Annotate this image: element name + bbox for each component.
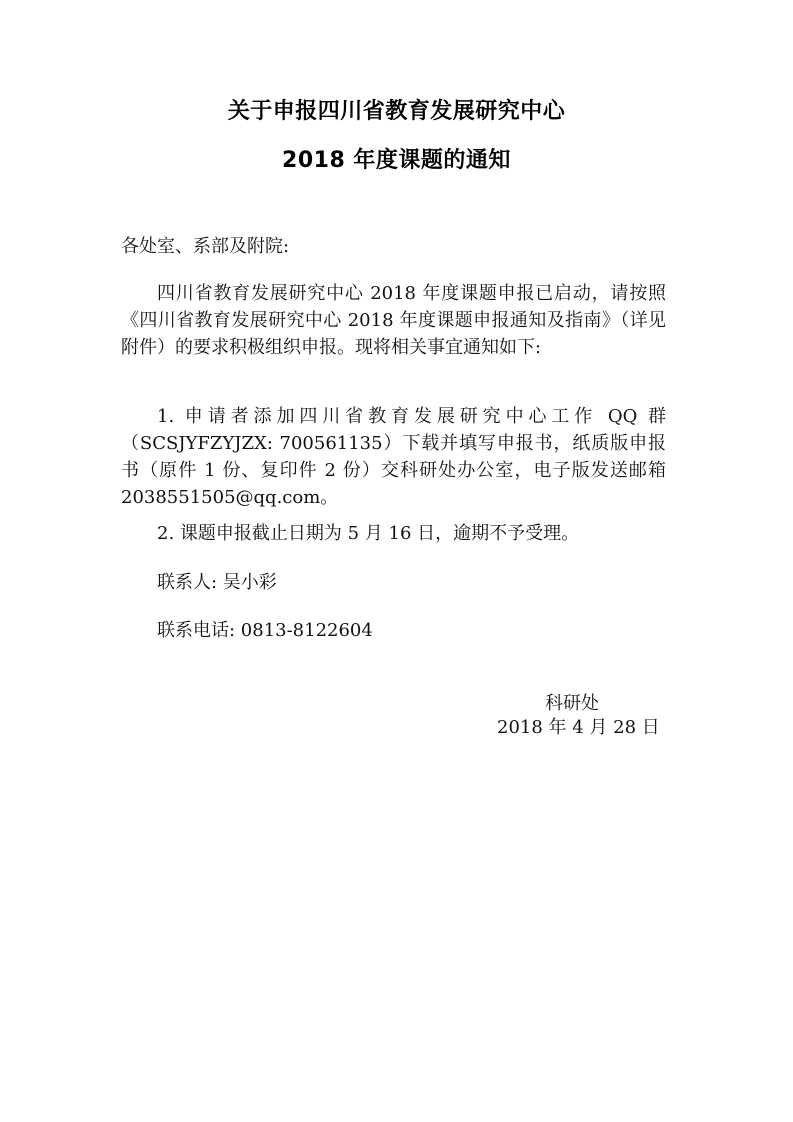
paragraph-intro: 四川省教育发展研究中心 2018 年度课题申报已启动，请按照《四川省教育发展研究中心 2018 年度课题申报通知及指南》（详见附件）的要求积极组织申报。现将相关事宜通知如下: bbox=[121, 283, 666, 358]
notice-item-2: 2. 课题申报截止日期为 5 月 16 日，逾期不予受理。 bbox=[157, 523, 580, 544]
signature-date: 2018 年 4 月 28 日 bbox=[497, 717, 660, 738]
salutation: 各处室、系部及附院: bbox=[121, 236, 290, 257]
contact-phone: 联系电话: 0813-8122604 bbox=[157, 620, 373, 641]
contact-person: 联系人: 吴小彩 bbox=[157, 572, 277, 593]
notice-item-1: 1. 申请者添加四川省教育发展研究中心工作 QQ 群（SCSJYFZYJZX: 700561135）下载并填写申报书，纸质版申报书（原件 1 份、复印件 2 份）交科研处办公室，电子版发送邮箱 2038551505@qq.com。 bbox=[121, 406, 666, 508]
signature-department: 科研处 bbox=[545, 693, 599, 714]
document-title-line1: 关于申报四川省教育发展研究中心 bbox=[227, 99, 566, 124]
document-title-line2: 2018 年度课题的通知 bbox=[282, 148, 511, 173]
